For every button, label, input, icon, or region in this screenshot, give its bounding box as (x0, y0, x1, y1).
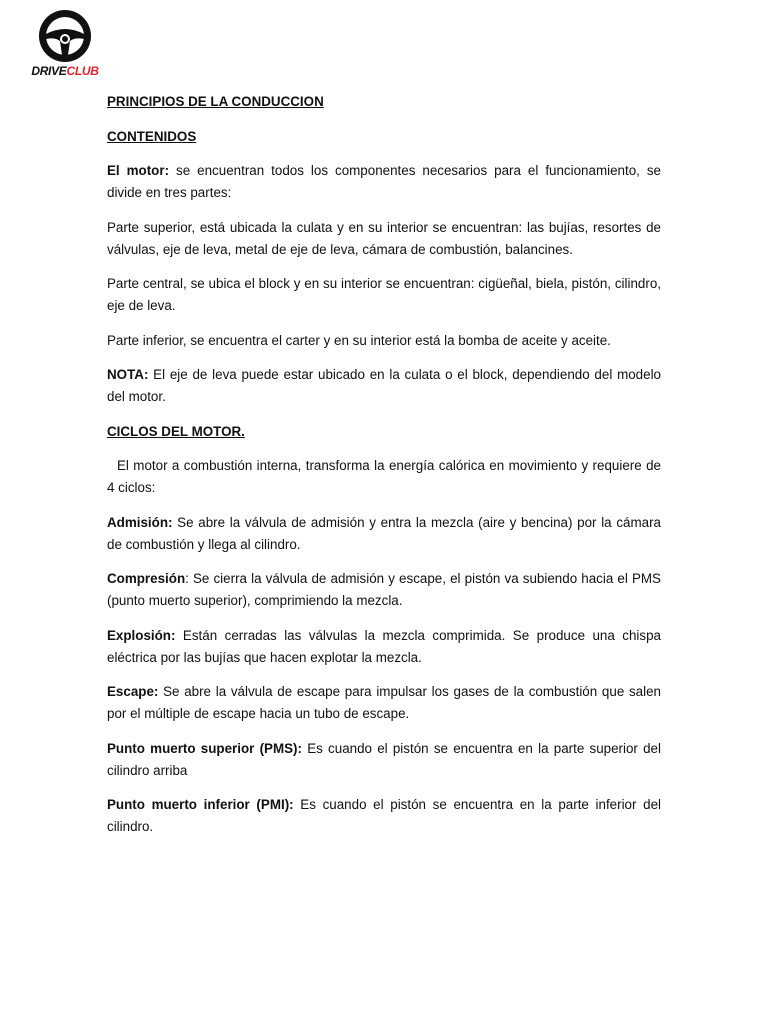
paragraph-compresion (107, 568, 661, 612)
logo-word-club: CLUB (66, 64, 99, 78)
text-nota: El eje de leva puede estar ubicado en la culata o el block, dependiendo del modelo del motor. (107, 367, 661, 404)
text-compresion: : Se cierra la válvula de admisión y escape, el pistón va subiendo hacia el PMS (punto muerto superior), comprimiendo la mezcla. (107, 571, 661, 608)
paragraph-nota (107, 364, 661, 408)
ciclos-heading: CICLOS DEL MOTOR. (107, 423, 245, 439)
steering-wheel-icon (37, 8, 93, 64)
drive-club-logo (30, 8, 100, 80)
page-title: PRINCIPIOS DE LA CONDUCCION (107, 94, 324, 109)
logo-word-drive: DRIVE (31, 64, 67, 78)
text-escape: Se abre la válvula de escape para impulsar los gases de la combustión que salen por el múltiple de escape hacia un tubo de escape. (107, 684, 661, 721)
paragraph-parte-superior: Parte superior, está ubicada la culata y en su interior se encuentran: las bujías, resortes de válvulas, eje de leva, metal de eje de leva, cámara de combustión, balancines. (107, 219, 661, 257)
term-nota: NOTA: (107, 367, 149, 382)
paragraph-parte-inferior: Parte inferior, se encuentra el carter y en su interior está la bomba de aceite y aceite. (107, 332, 611, 348)
term-explosion: Explosión: (107, 627, 176, 643)
paragraph-motor (107, 160, 661, 204)
paragraph-pms (107, 738, 661, 782)
text-pms: Es cuando el pistón se encuentra en la parte superior del cilindro arriba (107, 740, 661, 778)
term-compresion: Compresión (107, 571, 186, 586)
term-pms: Punto muerto superior (PMS): (107, 740, 302, 756)
term-pmi: Punto muerto inferior (PMI): (107, 797, 294, 812)
paragraph-explosion (107, 625, 661, 669)
paragraph-parte-central: Parte central, se ubica el block y en su interior se encuentran: cigüeñal, biela, pistón, cilindro, eje de leva. (107, 276, 661, 313)
paragraph-pmi (107, 794, 661, 838)
contents-heading: CONTENIDOS (107, 128, 197, 144)
paragraph-admision (107, 512, 661, 556)
term-motor: El motor: (107, 163, 170, 178)
term-escape: Escape: (107, 684, 159, 699)
paragraph-escape (107, 681, 661, 725)
text-admision: Se abre la válvula de admisión y entra la mezcla (aire y bencina) por la cámara de combustión y llega al cilindro. (107, 514, 661, 552)
text-explosion: Están cerradas las válvulas la mezcla comprimida. Se produce una chispa eléctrica por las bujías que hacen explotar la mezcla. (107, 627, 661, 665)
paragraph-ciclos-intro: El motor a combustión interna, transforma la energía calórica en movimiento y requiere de 4 ciclos: (107, 458, 661, 495)
term-admision: Admisión: (107, 514, 173, 530)
text-pmi: Es cuando el pistón se encuentra en la parte inferior del cilindro. (107, 797, 661, 834)
logo-wordmark (30, 64, 100, 78)
text-motor: se encuentran todos los componentes necesarios para el funcionamiento, se divide en tres partes: (107, 163, 661, 200)
document-body (107, 91, 661, 851)
